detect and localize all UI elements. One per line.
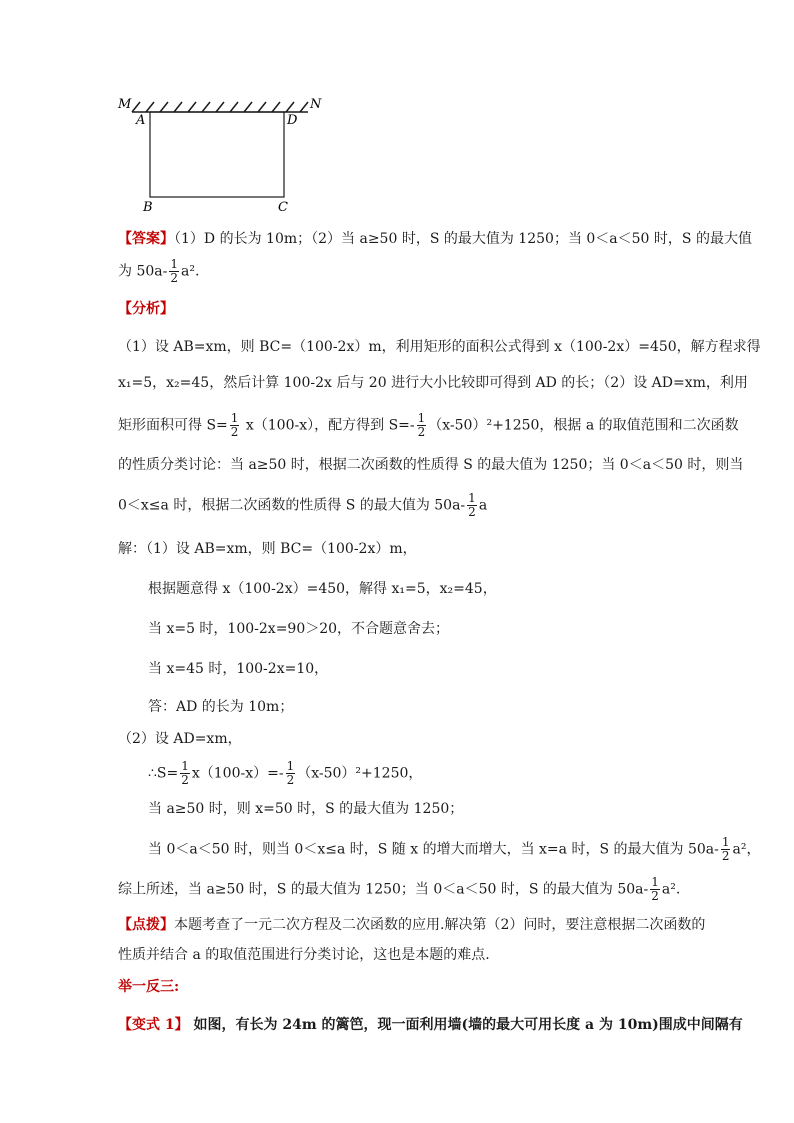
solution-line-8: 当 a≥50 时，则 x=50 时，S 的最大值为 1250； [148,801,464,817]
label-M: M [118,97,132,112]
analysis-line-4: 的性质分类讨论：当 a≥50 时，根据二次函数的性质得 S 的最大值为 1250；当 0＜a＜50 时，则当 [118,457,744,473]
analysis-line-5: 0＜x≤a 时，根据二次函数的性质得 S 的最大值为 50a- $\frac{1}{2}$ a [118,491,488,519]
fraction-half: $\frac{1}{2}$ [651,875,659,903]
practice-heading: 举一反三: [118,979,180,995]
solution-line-1: 解：（1）设 AB=xm，则 BC=（100-2x）m， [118,541,417,557]
solution-line-6: （2）设 AD=xm， [118,731,242,747]
fraction-half: $\frac{1}{2}$ [417,411,426,439]
analysis-line-3: 矩形面积可得 S= $\frac{1}{2}$ x（100-x），配方得到 S=- $\frac{1}{2}$ （x-50）²+1250，根据 a 的取值范围和二次函数 [118,411,739,439]
fraction-half: $\frac{1}{2}$ [170,257,178,285]
solution-line-10: 综上所述，当 a≥50 时，S 的最大值为 1250；当 0＜a＜50 时，S 的最大值为 50a- $\frac{1}{2}$ a². [118,875,681,903]
solution-line-5: 答：AD 的长为 10m； [148,699,294,715]
tip-line-2: 性质并结合 a 的取值范围进行分类讨论，这也是本题的难点. [118,947,490,963]
label-D: D [287,113,298,128]
label-A: A [136,113,146,128]
fence-rectangle [150,112,284,197]
wall-hatching [132,102,308,112]
answer-line-1: 【答案】（1）D 的长为 10m；（2）当 a≥50 时，S 的最大值为 1250；当 0＜a＜50 时，S 的最大值 [118,231,752,247]
solution-line-4: 当 x=45 时，100-2x=10， [148,661,329,677]
label-B: B [143,200,153,215]
fraction-half: $\frac{1}{2}$ [181,759,189,787]
tip-label: 【点拨】 [118,917,174,933]
solution-line-3: 当 x=5 时，100-2x=90＞20，不合题意舍去； [148,621,450,637]
tip-line-1: 【点拨】本题考查了一元二次方程及二次函数的应用.解决第（2）问时，要注意根据二次函数的 [118,917,706,933]
fraction-half: $\frac{1}{2}$ [286,759,295,787]
solution-line-2: 根据题意得 x（100-2x）=450，解得 x₁=5，x₂=45， [148,581,497,597]
answer-line-2: 为 50a- $\frac{1}{2}$ a². [118,257,200,285]
solution-line-7: ∴S= $\frac{1}{2}$ x（100-x）=- $\frac{1}{2}$ （x-50）²+1250， [148,759,423,787]
variant-label: 【变式 1】 [118,1017,189,1033]
analysis-line-2: x₁=5，x₂=45，然后计算 100-2x 后与 20 进行大小比较即可得到 AD 的长；（2）设 AD=xm，利用 [118,375,748,391]
variant-1-line: 【变式 1】 如图，有长为 24m 的篱笆，现一面利用墙(墙的最大可用长度 a 为 10m)围成中间隔有 [118,1017,743,1033]
answer-label: 【答案】 [118,231,174,247]
label-N: N [310,97,322,112]
fraction-half: $\frac{1}{2}$ [230,411,239,439]
fraction-half: $\frac{1}{2}$ [468,491,476,519]
rectangle-wall-diagram [110,92,340,217]
analysis-line-1: （1）设 AB=xm，则 BC=（100-2x）m，利用矩形的面积公式得到 x（100-2x）=450，解方程求得 [118,339,761,355]
solution-line-9: 当 0＜a＜50 时，则当 0＜x≤a 时，S 随 x 的增大而增大，当 x=a 时，S 的最大值为 50a- $\frac{1}{2}$ a²， [148,835,761,863]
fraction-half: $\frac{1}{2}$ [721,835,730,863]
analysis-label: 【分析】 [118,301,174,317]
label-C: C [278,200,288,215]
